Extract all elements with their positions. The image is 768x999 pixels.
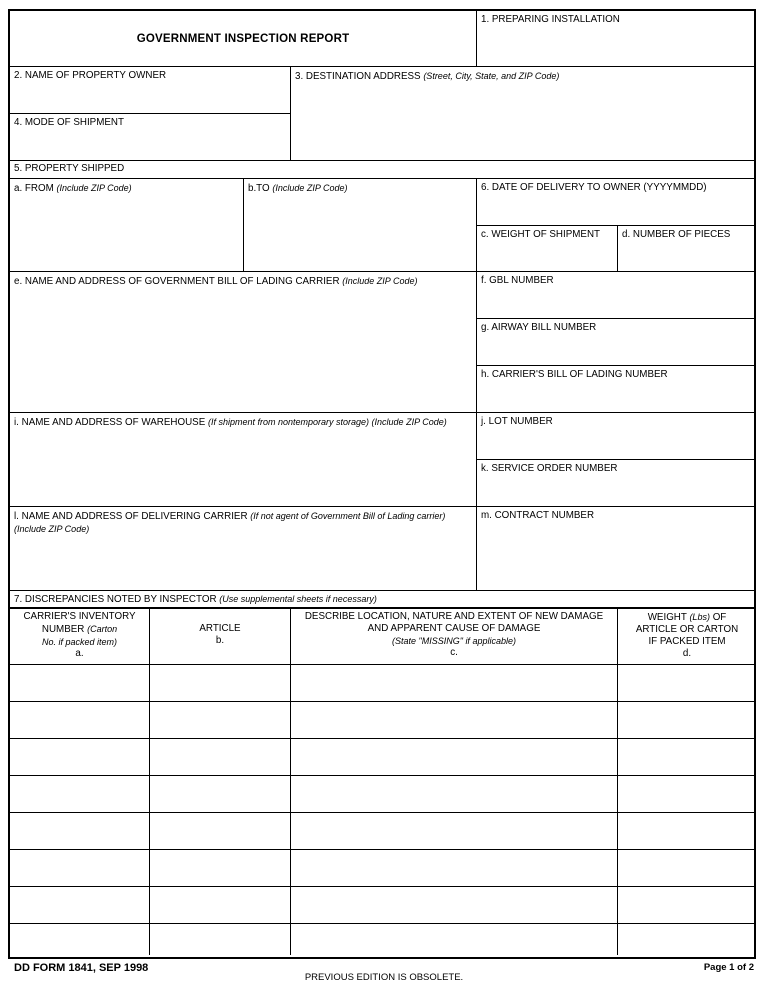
col-d-letter: d.: [682, 648, 692, 659]
weight-of-shipment-field[interactable]: [477, 226, 618, 272]
from-label: a. FROM: [14, 183, 54, 194]
warehouse-label: i. NAME AND ADDRESS OF WAREHOUSE: [14, 417, 206, 428]
article-cell[interactable]: [150, 813, 291, 850]
discrepancies-note: (Use supplemental sheets if necessary): [219, 594, 377, 604]
to-note: (Include ZIP Code): [272, 183, 348, 193]
preparing-installation-field[interactable]: [477, 11, 756, 67]
inspection-report-form: [8, 9, 756, 959]
contract-number-label: m. CONTRACT NUMBER: [481, 510, 595, 521]
from-field[interactable]: [10, 179, 244, 272]
weight-cell[interactable]: [618, 887, 756, 924]
inventory-cell[interactable]: [10, 665, 150, 702]
damage-cell[interactable]: [291, 665, 618, 702]
weight-cell[interactable]: [618, 776, 756, 813]
article-cell[interactable]: [150, 850, 291, 887]
col-header-weight: [618, 609, 756, 665]
article-cell[interactable]: [150, 665, 291, 702]
property-shipped-label: 5. PROPERTY SHIPPED: [14, 163, 125, 174]
col-a-line1: CARRIER'S INVENTORY: [23, 611, 136, 622]
delivery-date-label: 6. DATE OF DELIVERY TO OWNER (YYYYMMDD): [481, 182, 707, 193]
damage-cell[interactable]: [291, 813, 618, 850]
property-owner-field[interactable]: [10, 67, 291, 114]
col-a-line2-text: NUMBER: [41, 624, 85, 635]
mode-of-shipment-label: 4. MODE OF SHIPMENT: [14, 117, 124, 128]
gbl-carrier-field[interactable]: [10, 272, 477, 413]
form-id: DD FORM 1841, SEP 1998: [14, 962, 149, 974]
lot-number-field[interactable]: [477, 413, 756, 460]
damage-cell[interactable]: [291, 702, 618, 739]
delivering-carrier-field[interactable]: [10, 507, 477, 591]
col-header-article: [150, 609, 291, 665]
delivering-carrier-note: (If not agent of Government Bill of Lading carrier) (Include ZIP Code): [14, 511, 446, 534]
col-d-line1-note: (Lbs): [689, 612, 710, 622]
col-c-line3-note: (State "MISSING" if applicable): [392, 636, 516, 646]
col-c-letter: c.: [450, 647, 458, 658]
article-cell[interactable]: [150, 739, 291, 776]
inventory-cell[interactable]: [10, 702, 150, 739]
weight-cell[interactable]: [618, 924, 756, 955]
warehouse-field[interactable]: [10, 413, 477, 507]
gbl-carrier-label: e. NAME AND ADDRESS OF GOVERNMENT BILL OF LADING CARRIER: [14, 276, 340, 287]
property-owner-label: 2. NAME OF PROPERTY OWNER: [14, 70, 167, 81]
delivery-date-field[interactable]: [477, 179, 756, 226]
inventory-cell[interactable]: [10, 887, 150, 924]
col-a-letter: a.: [75, 648, 84, 659]
damage-cell[interactable]: [291, 924, 618, 955]
col-d-line2: ARTICLE OR CARTON: [635, 624, 739, 635]
contract-number-field[interactable]: [477, 507, 756, 591]
property-shipped-header: [10, 161, 756, 179]
col-d-line1: [622, 611, 752, 624]
col-header-damage: [291, 609, 618, 665]
article-cell[interactable]: [150, 776, 291, 813]
inventory-cell[interactable]: [10, 850, 150, 887]
weight-cell[interactable]: [618, 702, 756, 739]
to-label: b.TO: [248, 183, 270, 194]
article-cell[interactable]: [150, 924, 291, 955]
col-header-inventory: [10, 609, 150, 665]
service-order-field[interactable]: [477, 460, 756, 507]
airway-bill-label: g. AIRWAY BILL NUMBER: [481, 322, 597, 333]
discrepancies-header: [10, 591, 756, 609]
weight-of-shipment-label: c. WEIGHT OF SHIPMENT: [481, 229, 601, 240]
gbl-number-label: f. GBL NUMBER: [481, 275, 554, 286]
col-a-line2: [14, 623, 145, 636]
airway-bill-field[interactable]: [477, 319, 756, 366]
inventory-cell[interactable]: [10, 776, 150, 813]
damage-cell[interactable]: [291, 739, 618, 776]
page-number: Page 1 of 2: [703, 962, 754, 973]
damage-cell[interactable]: [291, 850, 618, 887]
gbl-number-field[interactable]: [477, 272, 756, 319]
to-field[interactable]: [244, 179, 477, 272]
inventory-cell[interactable]: [10, 739, 150, 776]
col-d-line1-text: WEIGHT: [647, 612, 687, 623]
form-title: GOVERNMENT INSPECTION REPORT: [10, 11, 477, 67]
article-cell[interactable]: [150, 887, 291, 924]
number-of-pieces-field[interactable]: [618, 226, 756, 272]
damage-cell[interactable]: [291, 887, 618, 924]
number-of-pieces-label: d. NUMBER OF PIECES: [622, 229, 731, 240]
col-a-line2-note: (Carton: [87, 624, 118, 634]
destination-address-note: (Street, City, State, and ZIP Code): [423, 71, 560, 81]
mode-of-shipment-field[interactable]: [10, 114, 291, 161]
from-note: (Include ZIP Code): [56, 183, 132, 193]
col-d-line1-tail: OF: [712, 612, 727, 623]
col-d-line3: IF PACKED ITEM: [648, 636, 726, 647]
discrepancies-label: 7. DISCREPANCIES NOTED BY INSPECTOR: [14, 594, 217, 605]
col-b-letter: b.: [215, 635, 225, 646]
weight-cell[interactable]: [618, 813, 756, 850]
article-cell[interactable]: [150, 702, 291, 739]
preparing-installation-label: 1. PREPARING INSTALLATION: [481, 14, 620, 25]
col-a-line3-note: No. if packed item): [41, 637, 118, 647]
carrier-bol-label: h. CARRIER'S BILL OF LADING NUMBER: [481, 369, 668, 380]
obsolete-notice: PREVIOUS EDITION IS OBSOLETE.: [304, 972, 464, 983]
warehouse-note: (If shipment from nontemporary storage) (Include ZIP Code): [207, 417, 447, 427]
col-b-line1: ARTICLE: [199, 623, 241, 634]
inventory-cell[interactable]: [10, 813, 150, 850]
inventory-cell[interactable]: [10, 924, 150, 955]
carrier-bol-field[interactable]: [477, 366, 756, 413]
weight-cell[interactable]: [618, 739, 756, 776]
col-c-line1: DESCRIBE LOCATION, NATURE AND EXTENT OF NEW DAMAGE: [304, 611, 604, 622]
damage-cell[interactable]: [291, 776, 618, 813]
destination-address-label: 3. DESTINATION ADDRESS: [295, 71, 421, 82]
col-c-line2: AND APPARENT CAUSE OF DAMAGE: [367, 623, 541, 634]
destination-address-field[interactable]: [291, 67, 756, 161]
weight-cell[interactable]: [618, 665, 756, 702]
lot-number-label: j. LOT NUMBER: [481, 416, 553, 427]
delivering-carrier-label: l. NAME AND ADDRESS OF DELIVERING CARRIER: [14, 511, 248, 522]
gbl-carrier-note: (Include ZIP Code): [342, 276, 418, 286]
service-order-label: k. SERVICE ORDER NUMBER: [481, 463, 618, 474]
weight-cell[interactable]: [618, 850, 756, 887]
